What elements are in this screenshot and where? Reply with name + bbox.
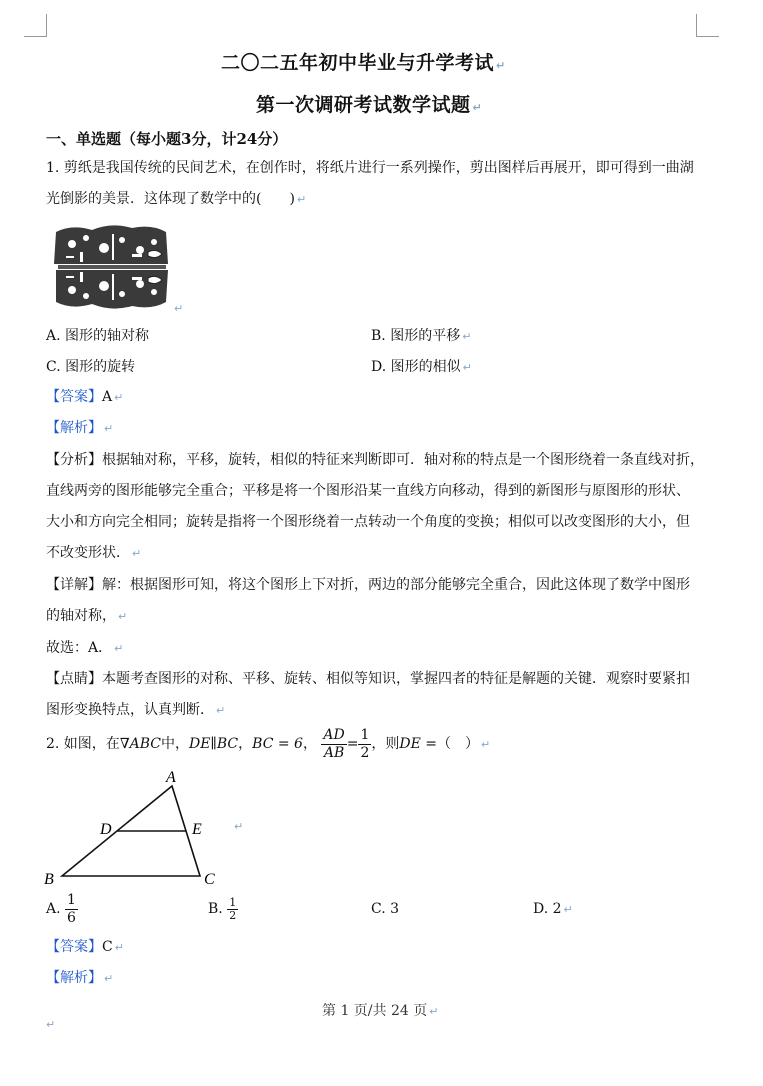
answer-value: A: [102, 389, 113, 405]
answer-label: 【答案】: [46, 939, 102, 955]
dianjing-text: 本题考查图形的对称、平移、旋转、相似等知识，掌握四者的特征是解题的关键．观察时要紧扣: [102, 671, 690, 687]
q2-equals: =: [346, 736, 359, 752]
title-line-1-text: 二〇二五年初中毕业与升学考试: [221, 52, 495, 74]
paragraph-mark: ↵: [132, 547, 142, 560]
analysis-label: 【解析】: [46, 420, 102, 436]
q2-answer: [46, 937, 124, 958]
q1-option-a: A. 图形的轴对称: [46, 328, 150, 344]
q1-fenxi-line-2: 直线两旁的图形能够完全重合；平移是将一个图形沿某一直线方向移动，得到的新图形与原图形的形状、: [46, 483, 690, 499]
section-heading: 一、单选题（每小题3分，计24分）: [46, 130, 288, 148]
q1-fenxi-line-1: [46, 450, 704, 470]
q1-xiangjie-line-1: [46, 575, 690, 595]
corner-mark-top-left: [24, 14, 47, 37]
paragraph-mark: ↵: [296, 193, 307, 206]
corner-mark-top-right: [696, 14, 719, 37]
q2-comma: ，: [238, 736, 253, 752]
q1-dianjing-line-2: [46, 700, 225, 721]
q2-parallel: DE∥BC: [188, 736, 239, 752]
option-b-numerator: 1: [229, 895, 237, 909]
label-d: D: [100, 821, 112, 838]
q2-comma: ，: [302, 736, 317, 752]
paragraph-mark: ↵: [104, 972, 114, 985]
dianjing-label: 【点睛】: [46, 671, 102, 687]
option-b-denominator: 2: [229, 908, 237, 922]
label-b: B: [44, 871, 54, 888]
analysis-label: 【解析】: [46, 970, 102, 986]
q1-dianjing-line-1: [46, 669, 690, 689]
q1-stem-line-1: 1. 剪纸是我国传统的民间艺术，在创作时，将纸片进行一系列操作，剪出图样后再展开，即可得到一曲湖: [46, 160, 694, 176]
q2-stem: [46, 726, 490, 763]
q1-fenxi-line-3: 大小和方向完全相同；旋转是指将一个图形绕着一点转动一个角度的变换；相似可以改变图形的大小，但: [46, 514, 690, 530]
label-a: A: [166, 769, 176, 786]
half-denominator: 2: [360, 744, 370, 761]
q2-stem-prefix: 2. 如图，在: [46, 736, 120, 752]
label-c: C: [204, 871, 215, 888]
page-footer: [322, 1000, 438, 1020]
papercut-image: [52, 222, 170, 312]
q1-answer: [46, 387, 123, 408]
fenxi-text: 根据轴对称，平移，旋转，相似的特征来判断即可．轴对称的特点是一个图形绕着一条直线对折，: [102, 452, 704, 468]
paragraph-mark: ↵: [174, 302, 184, 315]
q1-fenxi-line-4: [46, 543, 141, 564]
q1-stem-line-2-text: 光倒影的美景．这体现了数学中的( ): [46, 191, 295, 207]
dianjing-text-end: 图形变换特点，认真判断．: [46, 702, 214, 718]
q1-choose: [46, 638, 123, 659]
fenxi-label: 【分析】: [46, 452, 102, 468]
option-a-denominator: 6: [67, 909, 76, 926]
paragraph-mark: ↵: [462, 330, 472, 343]
title-line-2-text: 第一次调研考试数学试题: [256, 94, 471, 116]
option-a-fraction: [65, 892, 78, 927]
option-a-label: A.: [46, 901, 61, 917]
option-d-text: D. 2: [533, 901, 562, 917]
paragraph-mark: ↵: [472, 101, 483, 114]
ratio-denominator: AB: [323, 744, 345, 761]
q2-half-fraction: [358, 727, 371, 762]
q1-option-c: C. 图形的旋转: [46, 359, 136, 375]
answer-label: 【答案】: [46, 389, 102, 405]
label-e: E: [192, 821, 202, 838]
ratio-numerator: AD: [323, 726, 345, 743]
q1-xiangjie-line-2: [46, 606, 127, 627]
paragraph-mark: ↵: [429, 1005, 439, 1018]
fenxi-text-end: 不改变形状．: [46, 545, 130, 561]
xiangjie-label: 【详解】: [46, 577, 102, 593]
answer-value: C: [102, 939, 113, 955]
option-a-numerator: 1: [67, 891, 76, 908]
q2-stem-mid: 中，: [160, 736, 189, 752]
paragraph-mark: ↵: [234, 820, 244, 833]
paragraph-mark: ↵: [462, 361, 472, 374]
choose-text: 故选：A．: [46, 640, 113, 656]
q1-option-b-text: B. 图形的平移: [371, 328, 461, 344]
q1-option-b: [371, 326, 471, 347]
q2-triangle-name: ∇ABC: [119, 736, 161, 752]
title-line-2: [256, 90, 482, 117]
xiangjie-text-end: 的轴对称，: [46, 608, 116, 624]
paragraph-mark: ↵: [114, 391, 124, 404]
q1-analysis: [46, 418, 113, 439]
q2-stem-suffix: ，则: [371, 736, 400, 752]
q1-option-d: [371, 357, 472, 378]
q2-bc-equation: BC = 6: [252, 736, 303, 752]
q2-option-c: C. 3: [371, 901, 400, 917]
q1-stem-line-2: [46, 189, 306, 210]
q2-analysis: [46, 968, 113, 989]
paragraph-mark: ↵: [114, 642, 124, 655]
q2-option-b: [208, 890, 238, 928]
option-b-label: B.: [208, 901, 223, 917]
title-line-1: [221, 48, 506, 75]
paragraph-mark: ↵: [46, 1018, 56, 1031]
q1-option-d-text: D. 图形的相似: [371, 359, 461, 375]
page-number-text: 第 1 页/共 24 页: [322, 1003, 428, 1019]
paragraph-mark: ↵: [563, 903, 573, 916]
option-b-fraction: [227, 897, 238, 922]
paragraph-mark: ↵: [104, 422, 114, 435]
paragraph-mark: ↵: [114, 941, 124, 954]
q2-de-equation: DE =: [399, 736, 438, 752]
paragraph-mark: ↵: [118, 610, 128, 623]
q2-blank: （ ）: [437, 736, 480, 752]
paragraph-mark: ↵: [481, 738, 491, 751]
q2-option-d: [533, 899, 573, 920]
half-numerator: 1: [360, 726, 370, 743]
paragraph-mark: ↵: [216, 704, 226, 717]
triangle-figure: [40, 766, 240, 890]
q2-ratio-fraction: [321, 727, 346, 762]
paragraph-mark: ↵: [496, 59, 506, 72]
xiangjie-text: 解：根据图形可知，将这个图形上下对折，两边的部分能够完全重合，因此这体现了数学中图形: [102, 577, 690, 593]
q2-option-a: [46, 890, 78, 928]
